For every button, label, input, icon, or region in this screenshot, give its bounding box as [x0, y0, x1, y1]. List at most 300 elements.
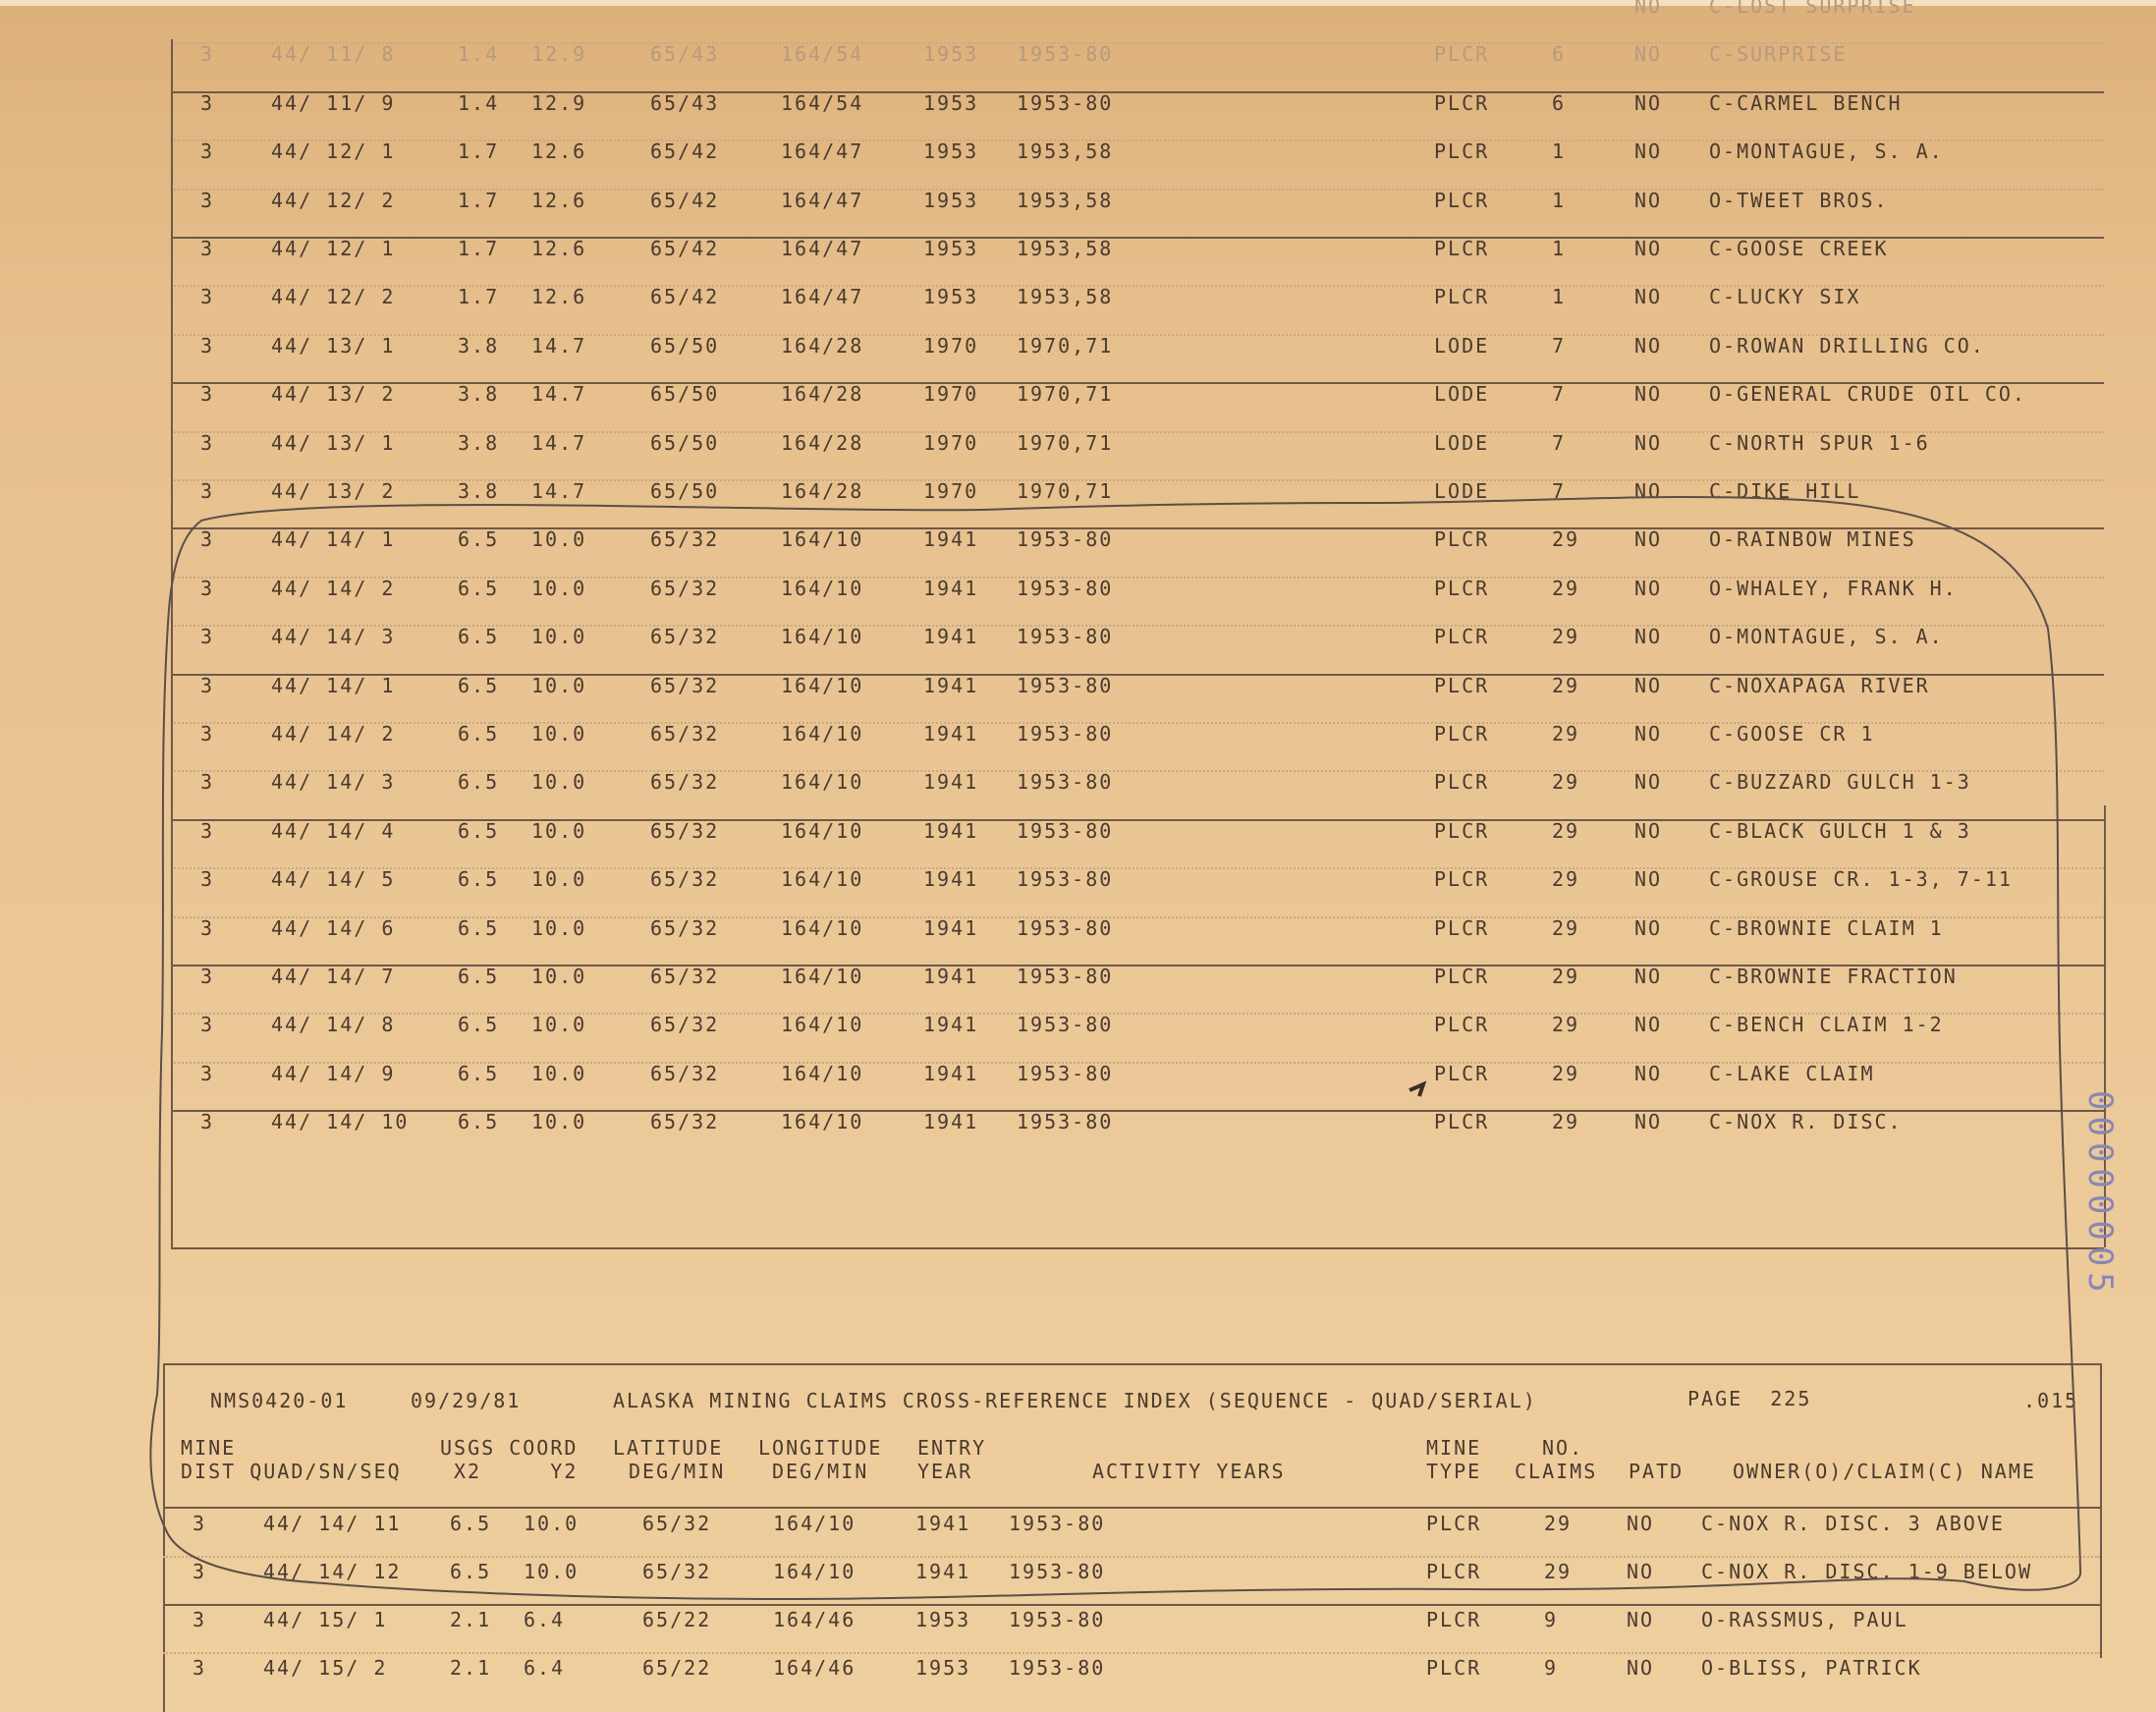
cell-usgs-y2: 10.0: [531, 965, 587, 988]
cell-patented: NO: [1634, 42, 1663, 67]
table-row: [0, 1054, 2156, 1093]
row-separator: [171, 577, 2104, 579]
cell-mine-type: PLCR: [1434, 1110, 1490, 1134]
cell-owner-claim-name: C-SURPRISE: [1709, 42, 1848, 67]
row-separator: [171, 867, 2104, 869]
col-header-activity-years: ACTIVITY YEARS: [1092, 1460, 1286, 1483]
cell-mine-type: PLCR: [1434, 576, 1490, 600]
cell-mine-dist: 3: [193, 1512, 207, 1535]
cell-usgs-y2: 10.0: [531, 527, 587, 552]
cell-latitude: 65/32: [650, 818, 720, 843]
row-separator: [171, 1062, 2104, 1064]
cell-usgs-x2: 6.5: [458, 915, 500, 940]
cell-no-claims: 29: [1544, 1512, 1573, 1535]
cell-longitude: 164/28: [781, 430, 864, 455]
cell-owner-claim-name: O-MONTAGUE, S. A.: [1709, 139, 1944, 164]
cell-owner-claim-name: C-BUZZARD GULCH 1-3: [1709, 770, 1971, 795]
cell-usgs-y2: 6.4: [524, 1656, 566, 1680]
cell-usgs-x2: 6.5: [458, 673, 500, 697]
cell-longitude: 164/10: [781, 1061, 864, 1085]
cell-usgs-x2: 6.5: [450, 1560, 492, 1583]
cell-latitude: 65/32: [642, 1512, 712, 1535]
cell-mine-dist: 3: [200, 139, 215, 164]
cell-usgs-x2: 6.5: [458, 965, 500, 988]
cell-owner-claim-name: C-NOXAPAGA RIVER: [1709, 673, 1930, 697]
cell-activity-years: 1970,71: [1017, 333, 1114, 358]
cell-longitude: 164/54: [781, 90, 864, 115]
report-code: .015: [2023, 1389, 2079, 1412]
cell-entry-year: 1941: [923, 818, 979, 843]
row-separator: [171, 479, 2104, 481]
cell-entry-year: 1941: [923, 722, 979, 746]
col-header-no: NO.: [1542, 1436, 1584, 1460]
cell-usgs-x2: 1.7: [458, 188, 500, 212]
cell-usgs-x2: 2.1: [450, 1608, 492, 1631]
cell-usgs-y2: 14.7: [531, 430, 587, 455]
cell-patented: NO: [1634, 673, 1663, 697]
cell-activity-years: 1970,71: [1017, 382, 1114, 407]
cell-entry-year: 1953: [915, 1656, 971, 1680]
frame-number-stamp: 00000005: [2080, 1090, 2120, 1298]
cell-quad-sn-seq: 44/ 14/ 6: [271, 915, 396, 940]
cell-mine-dist: 3: [193, 1608, 207, 1631]
cell-patented: NO: [1634, 1013, 1663, 1037]
row-group-rule: [171, 965, 2104, 966]
cell-owner-claim-name: C-NOX R. DISC. 3 ABOVE: [1701, 1512, 2005, 1535]
cell-owner-claim-name: C-DIKE HILL: [1709, 479, 1861, 503]
cell-mine-type: PLCR: [1434, 139, 1490, 164]
cell-activity-years: 1953,58: [1017, 237, 1114, 260]
cell-mine-dist: 3: [200, 430, 215, 455]
cell-mine-type: LODE: [1434, 479, 1490, 503]
table-row: [0, 471, 2156, 511]
table-row: [0, 617, 2156, 656]
cell-mine-type: PLCR: [1426, 1560, 1482, 1583]
row-group-rule: [171, 1110, 2104, 1112]
cell-mine-dist: 3: [200, 867, 215, 892]
cell-mine-dist: 3: [200, 237, 215, 260]
upper-bottom-rule: [171, 1247, 2104, 1249]
col-header-longitude: LONGITUDE: [758, 1436, 883, 1460]
cell-quad-sn-seq: 44/ 14/ 5: [271, 867, 396, 892]
cell-mine-type: PLCR: [1426, 1512, 1482, 1535]
cell-patented: NO: [1634, 527, 1663, 552]
row-separator: [171, 42, 2104, 44]
cell-entry-year: 1941: [923, 1110, 979, 1134]
table-row: [0, 1552, 2148, 1591]
table-row: [0, 957, 2156, 996]
cell-activity-years: 1953-80: [1017, 42, 1114, 67]
cell-activity-years: 1953,58: [1017, 139, 1114, 164]
cell-quad-sn-seq: 44/ 13/ 1: [271, 333, 396, 358]
cell-latitude: 65/32: [650, 867, 720, 892]
cell-quad-sn-seq: 44/ 14/ 3: [271, 770, 396, 795]
cell-entry-year: 1953: [923, 90, 979, 115]
cell-activity-years: 1953-80: [1017, 90, 1114, 115]
cell-patented: NO: [1627, 1656, 1655, 1680]
cell-patented: NO: [1634, 1061, 1663, 1085]
cell-no-claims: 6: [1552, 42, 1567, 67]
cell-patented: NO: [1627, 1560, 1655, 1583]
row-group-rule: [171, 91, 2104, 93]
cell-mine-dist: 3: [193, 1656, 207, 1680]
row-group-rule: [171, 819, 2104, 821]
row-separator: [171, 431, 2104, 433]
table-row: [0, 423, 2156, 463]
cell-quad-sn-seq: 44/ 14/ 12: [263, 1560, 402, 1583]
cell-quad-sn-seq: 44/ 14/ 9: [271, 1061, 396, 1085]
cell-owner-claim-name: C-NOX R. DISC.: [1709, 1110, 1903, 1134]
table-row: [0, 181, 2156, 220]
table-row: [0, 859, 2156, 899]
cell-quad-sn-seq: 44/ 15/ 2: [263, 1656, 388, 1680]
cell-usgs-y2: 10.0: [531, 915, 587, 940]
cell-usgs-x2: 6.5: [458, 527, 500, 552]
col-header-mine: MINE: [181, 1436, 237, 1460]
row-separator: [171, 770, 2104, 772]
cell-activity-years: 1953-80: [1009, 1560, 1106, 1583]
cell-mine-type: PLCR: [1434, 818, 1490, 843]
row-separator: [171, 722, 2104, 724]
cell-usgs-x2: 6.5: [458, 770, 500, 795]
cell-usgs-x2: 6.5: [458, 867, 500, 892]
cell-entry-year: 1970: [923, 382, 979, 407]
table-row: [0, 34, 2156, 74]
cell-activity-years: 1953-80: [1017, 867, 1114, 892]
cell-quad-sn-seq: 44/ 13/ 2: [271, 382, 396, 407]
cell-no-claims: 29: [1552, 722, 1580, 746]
col-header-patd: PATD: [1629, 1460, 1685, 1483]
cell-latitude: 65/50: [650, 479, 720, 503]
cell-mine-dist: 3: [200, 1061, 215, 1085]
cell-no-claims: 29: [1552, 915, 1580, 940]
cell-mine-dist: 3: [200, 576, 215, 600]
cell-patented: NO: [1634, 915, 1663, 940]
cell-entry-year: 1941: [923, 527, 979, 552]
cell-patented: NO: [1634, 333, 1663, 358]
table-row: [0, 666, 2156, 705]
cell-latitude: 65/43: [650, 90, 720, 115]
table-row: [0, 762, 2156, 801]
cell-mine-dist: 3: [200, 1110, 215, 1134]
col-header-mine-2: MINE: [1426, 1436, 1482, 1460]
cell-no-claims: 1: [1552, 188, 1567, 212]
cell-latitude: 65/42: [650, 237, 720, 260]
cell-usgs-x2: 6.5: [458, 818, 500, 843]
cell-longitude: 164/10: [781, 576, 864, 600]
cell-mine-type: PLCR: [1434, 965, 1490, 988]
cell-mine-dist: 3: [200, 673, 215, 697]
table-row: [0, 1005, 2156, 1044]
cell-no-claims: 29: [1552, 1061, 1580, 1085]
cell-usgs-x2: 6.5: [458, 722, 500, 746]
cell-usgs-x2: 6.5: [458, 625, 500, 649]
cell-usgs-y2: 14.7: [531, 479, 587, 503]
cell-latitude: 65/32: [650, 625, 720, 649]
cell-entry-year: 1953: [923, 139, 979, 164]
table-row: [0, 1600, 2148, 1639]
cell-usgs-x2: 6.5: [458, 1110, 500, 1134]
cell-latitude: 65/22: [642, 1608, 712, 1631]
cell-mine-type: PLCR: [1434, 188, 1490, 212]
row-group-rule: [171, 382, 2104, 384]
col-header-lat-degmin: DEG/MIN: [629, 1460, 726, 1483]
cell-patented: NO: [1634, 722, 1663, 746]
cell-longitude: 164/10: [773, 1560, 857, 1583]
cell-activity-years: 1953-80: [1017, 1061, 1114, 1085]
cell-patented: NO: [1634, 188, 1663, 212]
cell-mine-type: PLCR: [1426, 1656, 1482, 1680]
cell-longitude: 164/10: [781, 770, 864, 795]
table-row: [0, 326, 2156, 365]
cell-entry-year: 1953: [915, 1608, 971, 1631]
cell-activity-years: 1953-80: [1017, 576, 1114, 600]
table-row: [0, 0, 2156, 26]
cell-entry-year: 1941: [923, 770, 979, 795]
cell-latitude: 65/42: [650, 188, 720, 212]
cell-quad-sn-seq: 44/ 13/ 1: [271, 430, 396, 455]
cell-usgs-y2: 12.9: [531, 90, 587, 115]
row-separator: [163, 1556, 2100, 1558]
table-row: [0, 909, 2156, 948]
cell-longitude: 164/28: [781, 382, 864, 407]
cell-mine-type: PLCR: [1434, 770, 1490, 795]
row-separator: [171, 139, 2104, 141]
cell-entry-year: 1941: [923, 867, 979, 892]
cell-entry-year: 1953: [923, 188, 979, 212]
cell-usgs-y2: 10.0: [531, 1061, 587, 1085]
cell-longitude: 164/47: [781, 285, 864, 309]
cell-no-claims: 29: [1552, 867, 1580, 892]
cell-usgs-y2: 10.0: [531, 625, 587, 649]
table-row: [0, 83, 2156, 123]
cell-usgs-x2: 1.4: [458, 90, 500, 115]
cell-activity-years: 1953,58: [1017, 285, 1114, 309]
col-header-latitude: LATITUDE: [613, 1436, 724, 1460]
cell-patented: NO: [1634, 770, 1663, 795]
cell-latitude: 65/32: [650, 915, 720, 940]
cell-longitude: 164/47: [781, 237, 864, 260]
cell-latitude: 65/32: [650, 576, 720, 600]
cell-quad-sn-seq: 44/ 14/ 7: [271, 965, 396, 988]
cell-usgs-x2: 3.8: [458, 382, 500, 407]
table-row: [0, 277, 2156, 316]
cell-entry-year: 1941: [923, 625, 979, 649]
cell-entry-year: 1941: [923, 576, 979, 600]
cell-mine-type: PLCR: [1434, 1061, 1490, 1085]
cell-owner-claim-name: O-RASSMUS, PAUL: [1701, 1608, 1908, 1631]
cell-owner-claim-name: O-BLISS, PATRICK: [1701, 1656, 1922, 1680]
cell-entry-year: 1970: [923, 479, 979, 503]
cell-longitude: 164/47: [781, 139, 864, 164]
cell-quad-sn-seq: 44/ 11/ 8: [271, 42, 396, 67]
col-header-lon-degmin: DEG/MIN: [772, 1460, 869, 1483]
cell-owner-claim-name: C-LOST SURPRISE: [1709, 0, 1916, 18]
cell-patented: NO: [1634, 576, 1663, 600]
table-row: [0, 1504, 2148, 1543]
cell-quad-sn-seq: 44/ 14/ 8: [271, 1013, 396, 1037]
cell-entry-year: 1941: [923, 1013, 979, 1037]
cell-activity-years: 1970,71: [1017, 479, 1114, 503]
cell-patented: NO: [1634, 90, 1663, 115]
cell-mine-type: PLCR: [1434, 285, 1490, 309]
cell-owner-claim-name: O-GENERAL CRUDE OIL CO.: [1709, 382, 2026, 407]
cell-quad-sn-seq: 44/ 14/ 3: [271, 625, 396, 649]
cell-activity-years: 1953-80: [1017, 770, 1114, 795]
cell-mine-dist: 3: [200, 625, 215, 649]
cell-usgs-x2: 6.5: [458, 576, 500, 600]
cell-mine-dist: 3: [200, 818, 215, 843]
cell-usgs-x2: 1.7: [458, 237, 500, 260]
col-header-usgs-coord: USGS COORD: [440, 1436, 579, 1460]
cell-mine-type: LODE: [1434, 382, 1490, 407]
cell-no-claims: 1: [1552, 285, 1567, 309]
report-top-rule: [163, 1363, 2100, 1365]
cell-latitude: 65/32: [650, 1110, 720, 1134]
cell-no-claims: 7: [1552, 333, 1567, 358]
cell-entry-year: 1970: [923, 333, 979, 358]
cell-latitude: 65/50: [650, 430, 720, 455]
cell-quad-sn-seq: 44/ 14/ 10: [271, 1110, 410, 1134]
cell-latitude: 65/32: [650, 527, 720, 552]
cell-usgs-y2: 10.0: [531, 1013, 587, 1037]
cell-no-claims: 29: [1552, 1110, 1580, 1134]
upper-left-border: [171, 39, 173, 1249]
cell-quad-sn-seq: 44/ 12/ 2: [271, 188, 396, 212]
cell-entry-year: 1970: [923, 430, 979, 455]
cell-mine-dist: 3: [200, 479, 215, 503]
cell-quad-sn-seq: 44/ 14/ 2: [271, 722, 396, 746]
cell-mine-type: PLCR: [1434, 867, 1490, 892]
row-group-rule: [171, 674, 2104, 676]
cell-patented: NO: [1634, 430, 1663, 455]
cell-owner-claim-name: C-LUCKY SIX: [1709, 285, 1861, 309]
cell-activity-years: 1953-80: [1009, 1512, 1106, 1535]
cell-usgs-y2: 10.0: [531, 867, 587, 892]
table-row: [0, 374, 2156, 414]
row-separator: [171, 625, 2104, 627]
cell-quad-sn-seq: 44/ 14/ 11: [263, 1512, 402, 1535]
cell-usgs-y2: 10.0: [531, 673, 587, 697]
cell-mine-dist: 3: [200, 333, 215, 358]
report-title: ALASKA MINING CLAIMS CROSS-REFERENCE INDEX (SEQUENCE - QUAD/SERIAL): [613, 1389, 1537, 1412]
cell-quad-sn-seq: 44/ 12/ 1: [271, 237, 396, 260]
cell-patented: NO: [1634, 139, 1663, 164]
cell-usgs-y2: 12.6: [531, 285, 587, 309]
table-row: [0, 132, 2156, 171]
cell-longitude: 164/10: [781, 867, 864, 892]
cell-patented: NO: [1634, 479, 1663, 503]
cell-no-claims: 29: [1552, 625, 1580, 649]
cell-no-claims: 29: [1552, 1013, 1580, 1037]
cell-activity-years: 1953-80: [1009, 1656, 1106, 1680]
cell-no-claims: 9: [1544, 1608, 1559, 1631]
cell-activity-years: 1953-80: [1009, 1608, 1106, 1631]
cell-usgs-y2: 14.7: [531, 382, 587, 407]
row-separator: [171, 285, 2104, 287]
cell-activity-years: 1953-80: [1017, 1013, 1114, 1037]
cell-usgs-y2: 12.6: [531, 188, 587, 212]
cell-latitude: 65/32: [650, 965, 720, 988]
cell-entry-year: 1953: [923, 42, 979, 67]
cell-patented: NO: [1634, 965, 1663, 988]
cell-mine-dist: 3: [200, 285, 215, 309]
cell-latitude: 65/32: [650, 1013, 720, 1037]
table-row: [0, 811, 2156, 851]
cell-entry-year: 1941: [923, 965, 979, 988]
row-separator: [163, 1652, 2100, 1654]
cell-no-claims: 6: [1552, 90, 1567, 115]
cell-entry-year: 1941: [923, 1061, 979, 1085]
cell-owner-claim-name: C-GOOSE CREEK: [1709, 237, 1889, 260]
cell-usgs-y2: 10.0: [531, 770, 587, 795]
report-program-id: NMS0420-01: [210, 1389, 349, 1412]
cell-usgs-x2: 6.5: [450, 1512, 492, 1535]
cell-owner-claim-name: C-BLACK GULCH 1 & 3: [1709, 818, 1971, 843]
row-separator: [171, 1013, 2104, 1015]
cell-activity-years: 1970,71: [1017, 430, 1114, 455]
cell-owner-claim-name: O-ROWAN DRILLING CO.: [1709, 333, 1985, 358]
row-separator: [171, 189, 2104, 191]
cell-mine-type: LODE: [1434, 430, 1490, 455]
cell-longitude: 164/54: [781, 42, 864, 67]
cell-owner-claim-name: O-TWEET BROS.: [1709, 188, 1889, 212]
cell-longitude: 164/28: [781, 333, 864, 358]
cell-latitude: 65/42: [650, 285, 720, 309]
cell-activity-years: 1953-80: [1017, 722, 1114, 746]
cell-latitude: 65/32: [650, 722, 720, 746]
cell-longitude: 164/10: [773, 1512, 857, 1535]
cell-usgs-y2: 10.0: [524, 1512, 580, 1535]
cell-latitude: 65/32: [650, 770, 720, 795]
cell-owner-claim-name: C-NOX R. DISC. 1-9 BELOW: [1701, 1560, 2032, 1583]
col-header-dist-quad: DIST QUAD/SN/SEQ: [181, 1460, 402, 1483]
cell-usgs-x2: 3.8: [458, 333, 500, 358]
cell-owner-claim-name: O-MONTAGUE, S. A.: [1709, 625, 1944, 649]
cell-owner-claim-name: C-BROWNIE FRACTION: [1709, 965, 1958, 988]
col-header-x2-y2: X2 Y2: [454, 1460, 579, 1483]
cell-longitude: 164/10: [781, 818, 864, 843]
cell-usgs-y2: 10.0: [531, 1110, 587, 1134]
row-separator: [171, 916, 2104, 918]
cell-quad-sn-seq: 44/ 14/ 1: [271, 527, 396, 552]
cell-quad-sn-seq: 44/ 14/ 4: [271, 818, 396, 843]
cell-owner-claim-name: O-WHALEY, FRANK H.: [1709, 576, 1958, 600]
cell-usgs-y2: 10.0: [531, 576, 587, 600]
cell-mine-type: PLCR: [1426, 1608, 1482, 1631]
cell-longitude: 164/10: [781, 722, 864, 746]
cell-owner-claim-name: C-BENCH CLAIM 1-2: [1709, 1013, 1944, 1037]
cell-usgs-y2: 10.0: [531, 818, 587, 843]
cell-owner-claim-name: C-GOOSE CR 1: [1709, 722, 1875, 746]
cell-mine-dist: 3: [200, 188, 215, 212]
cell-latitude: 65/42: [650, 139, 720, 164]
cell-mine-type: PLCR: [1434, 722, 1490, 746]
cell-no-claims: 29: [1552, 818, 1580, 843]
cell-usgs-y2: 10.0: [531, 722, 587, 746]
cell-usgs-y2: 10.0: [524, 1560, 580, 1583]
cell-longitude: 164/10: [781, 673, 864, 697]
cell-latitude: 65/50: [650, 382, 720, 407]
cell-no-claims: 7: [1552, 382, 1567, 407]
cell-mine-dist: 3: [193, 1560, 207, 1583]
table-row: [0, 520, 2156, 559]
cell-usgs-y2: 12.6: [531, 139, 587, 164]
cell-mine-type: PLCR: [1434, 673, 1490, 697]
cell-latitude: 65/50: [650, 333, 720, 358]
cell-activity-years: 1953-80: [1017, 818, 1114, 843]
row-separator: [171, 334, 2104, 336]
